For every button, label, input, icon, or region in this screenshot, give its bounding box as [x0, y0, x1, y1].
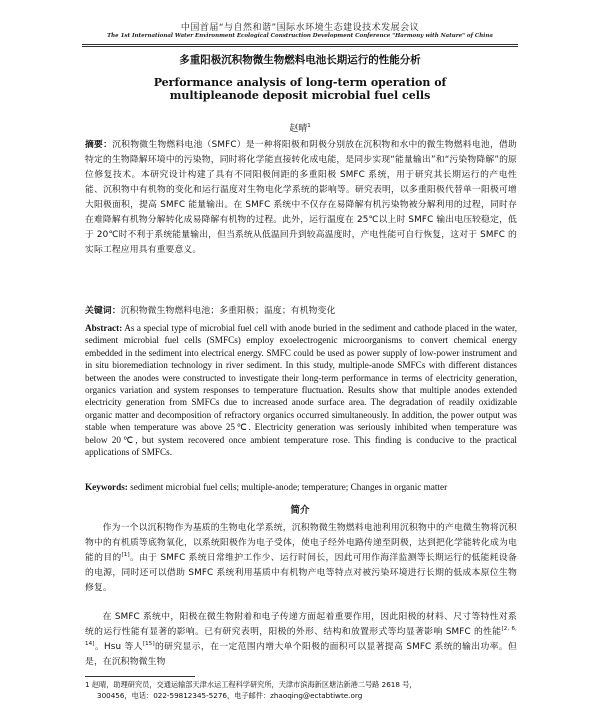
abstract-en	[85, 322, 517, 458]
abstract-cn	[85, 138, 517, 258]
citation-ref: [2, 6, 14]	[85, 626, 517, 647]
intro-p1-text-a: 作为一个以沉积物作为基质的生物电化学系统，沉积物微生物燃料电池利用沉积物中的产电微生物将沉积物中的有机质等底物氧化，以系统阳极作为电子受体，使电子经外电路传递至阴极，达到把化学能转化成为电能的目的	[85, 523, 517, 563]
paper-title-cn: 多重阳极沉积物微生物燃料电池长期运行的性能分析	[179, 54, 421, 66]
footnote-line-1: 1 赵晴，助理研究员，交通运输部天津水运工程科学研究所，天津市滨海新区塘沽新港二号路 2618 号，	[85, 680, 417, 689]
abstract-cn-text: 沉积物微生物燃料电池（SMFC）是一种将阳极和阴极分别放在沉积物和水中的微生物燃料电池，借助特定的生物降解环境中的污染物，同时将化学能直接转化成电能，是同步实现“能量输出”和“污染物降解”的原位修复技术。本研究设计构建了具有不同阳极间距的多重阳极 SMFC 系统，用于研究其长期运行的产电性能、沉积物中有机物的变化和运行温度对生物电化学系统的影响等。研究表明，以多重阳极代替单一阳极可增大阳极面积，提高 SMFC 能量输出。在 SMFC 系统中不仅存在易降解有机污染物被分解利用的过程，同时存在难降解有机物分解转化成易降解有机物的过程。此外，运行温度在 25℃以上时 SMFC 输出电压较稳定，低于 20℃时不利于系统能量输出，但当系统从低温回升到较高温度时，产电性能可自行恢复，这对于 SMFC 的实际工程应用具有重要意义。	[85, 140, 518, 255]
footnote-rule	[85, 676, 195, 677]
intro-paragraph-1	[85, 521, 517, 596]
citation-ref: [1]	[121, 552, 130, 558]
intro-p2-text-b: 。Hsu 等人	[94, 642, 143, 652]
intro-p2-text-c: 的研究显示，在一定范围内增大单个阳极的面积可以显著提高 SMFC 系统的输出功率。但是，在沉积物微生物	[85, 642, 517, 667]
author-footnote-mark: 1	[307, 123, 311, 129]
author-name: 赵晴	[289, 124, 308, 134]
intro-paragraph-2	[85, 610, 517, 670]
conference-header-en: The 1st International Water Environment Ecological Construction Development Conference "Harmony with Nature" of China	[107, 33, 493, 39]
header-rule-top	[82, 44, 518, 45]
keywords-cn-label: 关键词：	[85, 306, 121, 316]
header-rule-bottom	[82, 46, 518, 47]
footnote-line-2: 300456，电话：022-59812345-5276，电子邮件：zhaoqing@ectabtiwte.org	[97, 691, 363, 700]
keywords-cn-text: 沉积物微生物燃料电池；多重阳极；温度；有机物变化	[120, 306, 336, 316]
author-line	[0, 121, 600, 134]
keywords-en-text: sediment microbial fuel cells; multiple-anode; temperature; Changes in organic matter	[130, 482, 448, 492]
abstract-cn-label: 摘要：	[85, 140, 113, 150]
author-footnote	[85, 679, 525, 701]
citation-ref: [15]	[142, 641, 155, 647]
abstract-en-text: As a special type of microbial fuel cell with anode buried in the sediment and cathode placed in the water, sediment microbial fuel cells (SMFCs) employ exoelectrogenic microorganisms to convert chemical energy embedded in the sediment into electrical energy. SMFC could be used as power supply of low-power instrument and in situ bioremediation technology in river sediment. In this study, multiple-anode SMFCs with different distances between the anodes were constructed to investigate their long-term performance in terms of electricity generation, organics variation and system responses to temperature fluctuation. Results show that multiple anodes extended electricity generation from SMFCs due to increased anode surface area. The degradation of readily oxidizable organic matter and decomposition of refractory organics occurred simultaneously. In addition, the power output was stable when temperature was above 25℃. Electricity generation was seriously inhibited when temperature was below 20℃, but system recovered once ambient temperature rose. This finding is conducive to the practical applications of SMFCs.	[85, 323, 517, 458]
intro-p2-text-a: 在 SMFC 系统中，阳极在微生物附着和电子传递方面起着重要作用，因此阳极的材料、尺寸等特性对系统的运行性能有显著的影响。已有研究表明，阳极的外形、结构和放置形式等均显著影响 SMFC 的性能	[85, 612, 517, 637]
keywords-en	[85, 481, 517, 493]
paper-title-en: Performance analysis of long-term operation of multipleanode deposit microbial fuel cells	[153, 76, 447, 102]
intro-p1-text-b: 。由于 SMFC 系统日常维护工作少、运行时间长，因此可用作海洋监测等长期运行的低能耗设备的电源，同时还可以借助 SMFC 系统利用基质中有机物产电等特点对被污染环境进行长期的低成本原位生物修复。	[85, 553, 517, 593]
keywords-en-label: Keywords:	[85, 482, 128, 492]
section-title-intro: 简介	[290, 505, 310, 516]
abstract-en-label: Abstract:	[85, 323, 123, 333]
conference-header-cn: 中国首届“与自然和谐”国际水环境生态建设技术发展会议	[180, 23, 420, 33]
keywords-cn	[85, 304, 517, 319]
